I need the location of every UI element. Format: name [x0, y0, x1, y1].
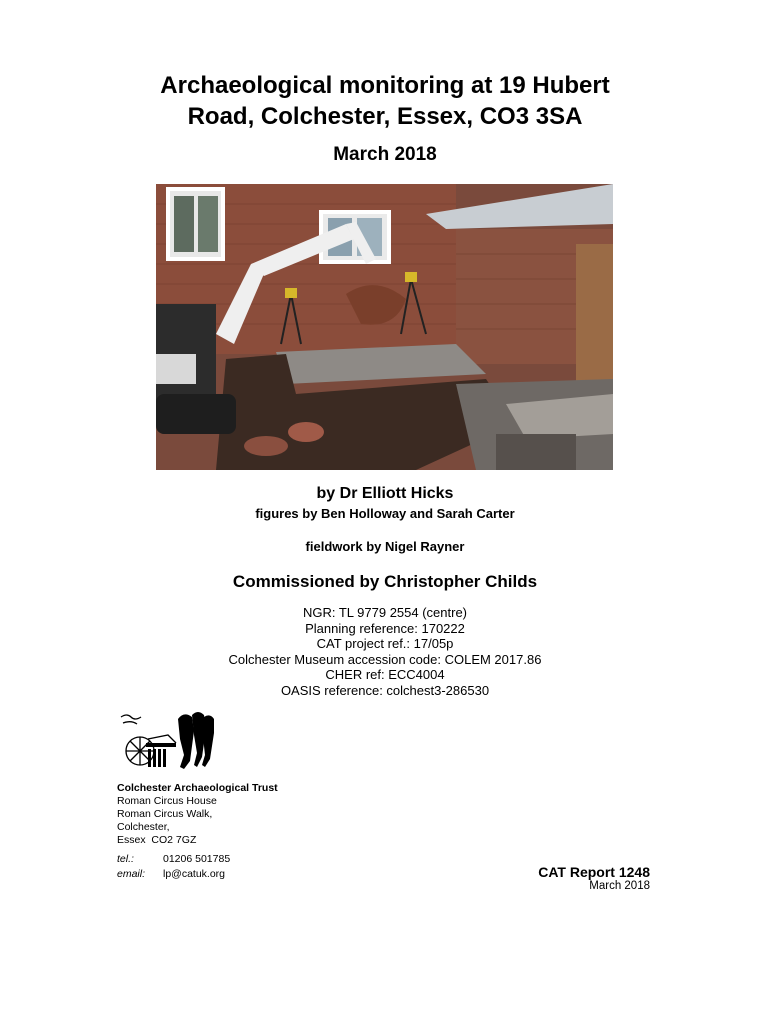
chariot-logo-icon [118, 709, 218, 771]
excavation-photo [156, 184, 613, 470]
reference-list [60, 605, 710, 699]
email-label: email: [117, 868, 146, 880]
report-date: March 2018 [589, 880, 650, 892]
tel-label: tel.: [117, 853, 134, 865]
fieldwork-credit: fieldwork by Nigel Rayner [305, 539, 465, 554]
title-line-1: Archaeological monitoring at 19 Hubert [160, 72, 610, 99]
oasis-reference: OASIS reference: colchest3-286530 [280, 682, 490, 698]
planning-reference: Planning reference: 170222 [305, 620, 465, 636]
organisation-block [117, 782, 278, 847]
organisation-name: Colchester Archaeological Trust [117, 782, 278, 794]
document-title [60, 70, 710, 132]
cat-project-reference: CAT project ref.: 17/05p [316, 636, 454, 652]
document-date: March 2018 [333, 144, 437, 165]
address-line: Essex CO2 7GZ [117, 834, 197, 846]
address-line: Roman Circus House [117, 795, 217, 807]
report-number: CAT Report 1248 [538, 864, 650, 880]
author-line: by Dr Elliott Hicks [316, 485, 454, 502]
ngr-reference: NGR: TL 9779 2554 (centre) [302, 605, 468, 620]
email-address[interactable]: lp@catuk.org [163, 868, 226, 880]
figures-credit: figures by Ben Holloway and Sarah Carter [255, 506, 515, 521]
address-line: Roman Circus Walk, [117, 808, 213, 820]
commissioned-by: Commissioned by Christopher Childs [232, 572, 538, 591]
cher-reference: CHER ref: ECC4004 [325, 667, 445, 683]
report-block [538, 864, 650, 892]
title-line-2: Road, Colchester, Essex, CO3 3SA [187, 103, 583, 130]
museum-accession-code: Colchester Museum accession code: COLEM 2017.86 [228, 651, 542, 667]
address-line: Colchester, [117, 821, 170, 833]
contact-block [117, 852, 230, 882]
tel-number: 01206 501785 [163, 853, 231, 865]
